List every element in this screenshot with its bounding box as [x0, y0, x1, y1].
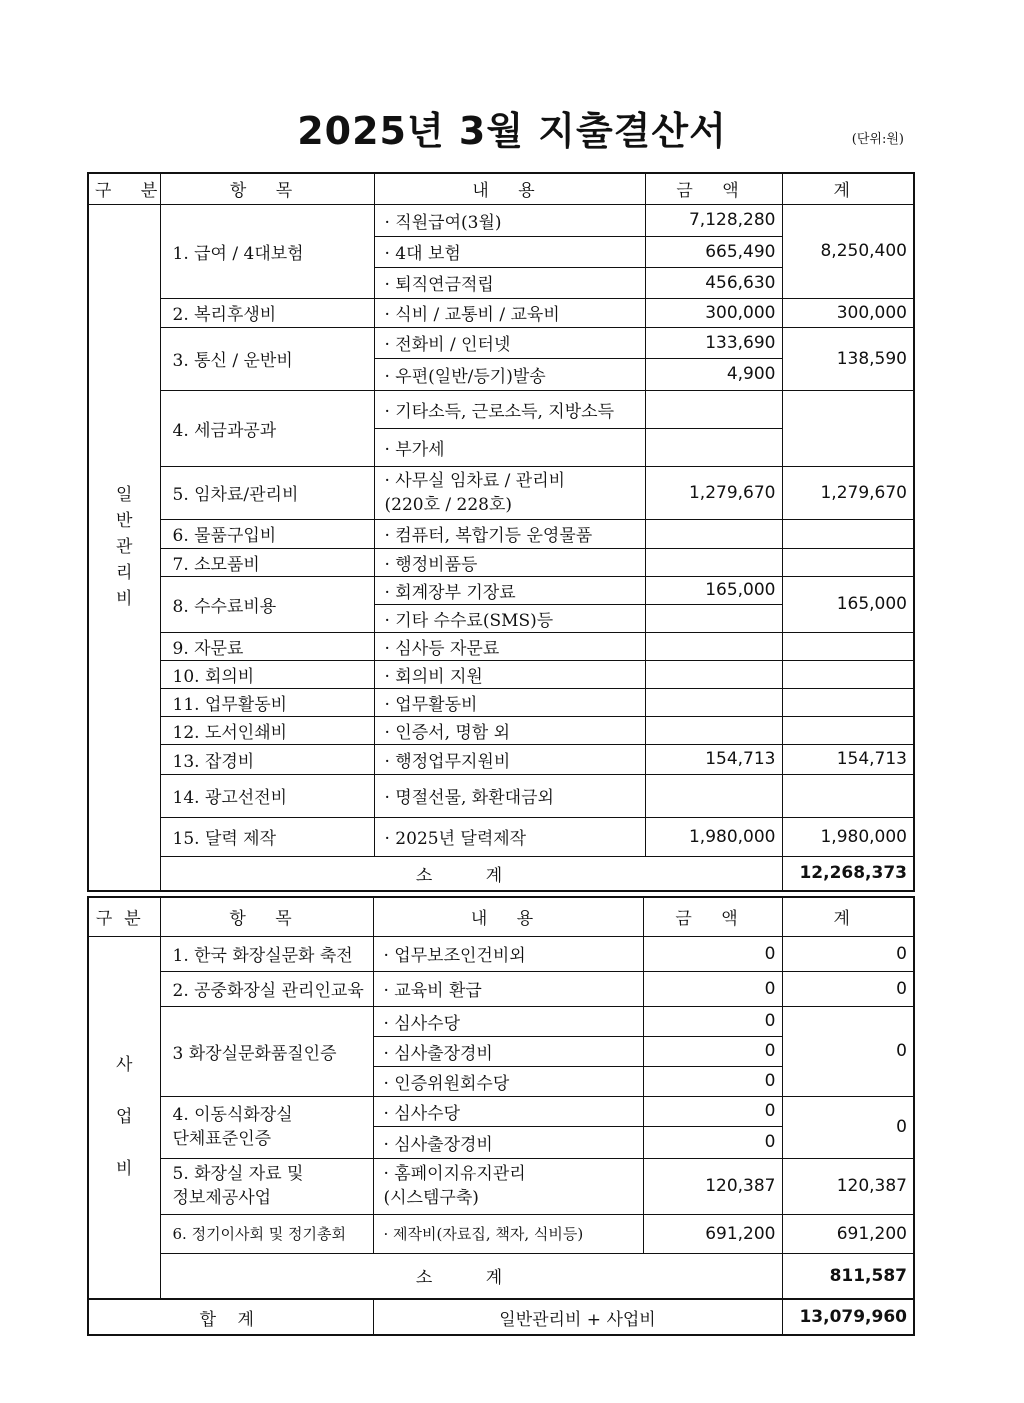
- total: 691,200: [782, 1214, 914, 1253]
- item-advisory: 9. 자문료: [160, 632, 374, 660]
- desc: · 심사수당: [373, 1006, 643, 1036]
- amount: [645, 604, 782, 632]
- amount: 0: [643, 1006, 782, 1036]
- desc: · 심사수당: [373, 1096, 643, 1126]
- category-general: 일 반 관 리 비: [88, 204, 160, 891]
- item-fees: 8. 수수료비용: [160, 576, 374, 632]
- total: [782, 774, 914, 817]
- amount: 4,900: [645, 358, 782, 390]
- total: [782, 632, 914, 660]
- amount: 120,387: [643, 1158, 782, 1214]
- header-item: 항 목: [160, 173, 374, 204]
- desc: · 퇴직연금적립: [374, 267, 645, 298]
- unit-label: (단위:원): [851, 132, 904, 147]
- amount: 665,490: [645, 236, 782, 267]
- header-desc: 내 용: [373, 897, 643, 936]
- item-rent: 5. 임차료/관리비: [160, 466, 374, 519]
- desc: · 행정비품등: [374, 548, 645, 576]
- header-category: 구분: [88, 897, 160, 936]
- desc: · 행정업무지원비: [374, 744, 645, 774]
- amount: [645, 519, 782, 548]
- desc: · 심사출장경비: [373, 1126, 643, 1158]
- total: 1,980,000: [782, 817, 914, 856]
- desc: · 업무활동비: [374, 688, 645, 716]
- total: 0: [782, 1006, 914, 1096]
- item-board-meeting: 6. 정기이사회 및 정기총회: [160, 1214, 373, 1253]
- header-total: 계: [782, 173, 914, 204]
- total: 0: [782, 936, 914, 971]
- item-welfare: 2. 복리후생비: [160, 298, 374, 327]
- header-amount: 금 액: [643, 897, 782, 936]
- desc: · 2025년 달력제작: [374, 817, 645, 856]
- desc: · 교육비 환급: [373, 971, 643, 1006]
- amount: 1,279,670: [645, 466, 782, 519]
- desc: · 업무보조인건비외: [373, 936, 643, 971]
- total: 0: [782, 971, 914, 1006]
- desc: · 식비 / 교통비 / 교육비: [374, 298, 645, 327]
- total: [782, 716, 914, 744]
- grand-total-desc: 일반관리비 + 사업비: [373, 1299, 782, 1335]
- amount: 0: [643, 1096, 782, 1126]
- amount: 0: [643, 971, 782, 1006]
- amount: [645, 660, 782, 688]
- item-quality-cert: 3 화장실문화품질인증: [160, 1006, 373, 1096]
- desc: · 명절선물, 화환대금외: [374, 774, 645, 817]
- total: [782, 660, 914, 688]
- amount: 0: [643, 1036, 782, 1066]
- total: [782, 390, 914, 466]
- total: [782, 519, 914, 548]
- desc: · 제작비(자료집, 책자, 식비등): [373, 1214, 643, 1253]
- subtotal-label: 소 계: [160, 856, 782, 891]
- amount: 0: [643, 1066, 782, 1096]
- grand-total-label: 합 계: [88, 1299, 373, 1335]
- amount: 0: [643, 936, 782, 971]
- total: 1,279,670: [782, 466, 914, 519]
- item-purchase: 6. 물품구입비: [160, 519, 374, 548]
- desc: · 우편(일반/등기)발송: [374, 358, 645, 390]
- amount: [645, 428, 782, 466]
- amount: 154,713: [645, 744, 782, 774]
- total: 120,387: [782, 1158, 914, 1214]
- item-meeting: 10. 회의비: [160, 660, 374, 688]
- desc: · 컴퓨터, 복합기등 운영물품: [374, 519, 645, 548]
- amount: 7,128,280: [645, 204, 782, 236]
- desc: · 직원급여(3월): [374, 204, 645, 236]
- header-category: 구 분: [88, 173, 160, 204]
- amount: 1,980,000: [645, 817, 782, 856]
- amount: [645, 774, 782, 817]
- desc: · 심사출장경비: [373, 1036, 643, 1066]
- amount: 691,200: [643, 1214, 782, 1253]
- total: [782, 688, 914, 716]
- amount: 165,000: [645, 576, 782, 604]
- total: [782, 548, 914, 576]
- total: 154,713: [782, 744, 914, 774]
- category-business: 사 업 비: [88, 936, 160, 1299]
- item-printing: 12. 도서인쇄비: [160, 716, 374, 744]
- amount: [645, 632, 782, 660]
- desc: · 홈페이지유지관리 (시스템구축): [373, 1158, 643, 1214]
- item-misc: 13. 잡경비: [160, 744, 374, 774]
- general-expense-table: [87, 172, 915, 892]
- grand-total-value: 13,079,960: [782, 1299, 914, 1335]
- page-title: 2025년 3월 지출결산서: [297, 109, 727, 153]
- business-expense-table: [87, 896, 915, 1336]
- desc: · 심사등 자문료: [374, 632, 645, 660]
- subtotal-label: 소 계: [160, 1253, 782, 1299]
- amount: [645, 688, 782, 716]
- amount: 133,690: [645, 327, 782, 358]
- item-advertising: 14. 광고선전비: [160, 774, 374, 817]
- item-supplies: 7. 소모품비: [160, 548, 374, 576]
- desc: · 기타소득, 근로소득, 지방소득: [374, 390, 645, 428]
- header-amount: 금 액: [645, 173, 782, 204]
- subtotal-value: 811,587: [782, 1253, 914, 1299]
- header-desc: 내 용: [374, 173, 645, 204]
- desc: · 4대 보험: [374, 236, 645, 267]
- item-activity: 11. 업무활동비: [160, 688, 374, 716]
- amount: 300,000: [645, 298, 782, 327]
- desc: · 기타 수수료(SMS)등: [374, 604, 645, 632]
- amount: [645, 548, 782, 576]
- desc: · 부가세: [374, 428, 645, 466]
- desc: · 인증위원회수당: [373, 1066, 643, 1096]
- subtotal-value: 12,268,373: [782, 856, 914, 891]
- total: 300,000: [782, 298, 914, 327]
- item-standard-cert: 4. 이동식화장실 단체표준인증: [160, 1096, 373, 1158]
- amount: [645, 716, 782, 744]
- desc: · 회계장부 기장료: [374, 576, 645, 604]
- desc: · 인증서, 명함 외: [374, 716, 645, 744]
- desc: · 회의비 지원: [374, 660, 645, 688]
- desc: · 사무실 임차료 / 관리비 (220호 / 228호): [374, 466, 645, 519]
- item-festival: 1. 한국 화장실문화 축전: [160, 936, 373, 971]
- item-education: 2. 공중화장실 관리인교육: [160, 971, 373, 1006]
- header-total: 계: [782, 897, 914, 936]
- desc: · 전화비 / 인터넷: [374, 327, 645, 358]
- total: 138,590: [782, 327, 914, 390]
- total: 165,000: [782, 576, 914, 632]
- amount: [645, 390, 782, 428]
- header-item: 항 목: [160, 897, 373, 936]
- item-salary: 1. 급여 / 4대보험: [160, 204, 374, 298]
- amount: 456,630: [645, 267, 782, 298]
- item-communication: 3. 통신 / 운반비: [160, 327, 374, 390]
- item-info-service: 5. 화장실 자료 및 정보제공사업: [160, 1158, 373, 1214]
- total: 0: [782, 1096, 914, 1158]
- total: 8,250,400: [782, 204, 914, 298]
- item-taxes: 4. 세금과공과: [160, 390, 374, 466]
- amount: 0: [643, 1126, 782, 1158]
- item-calendar: 15. 달력 제작: [160, 817, 374, 856]
